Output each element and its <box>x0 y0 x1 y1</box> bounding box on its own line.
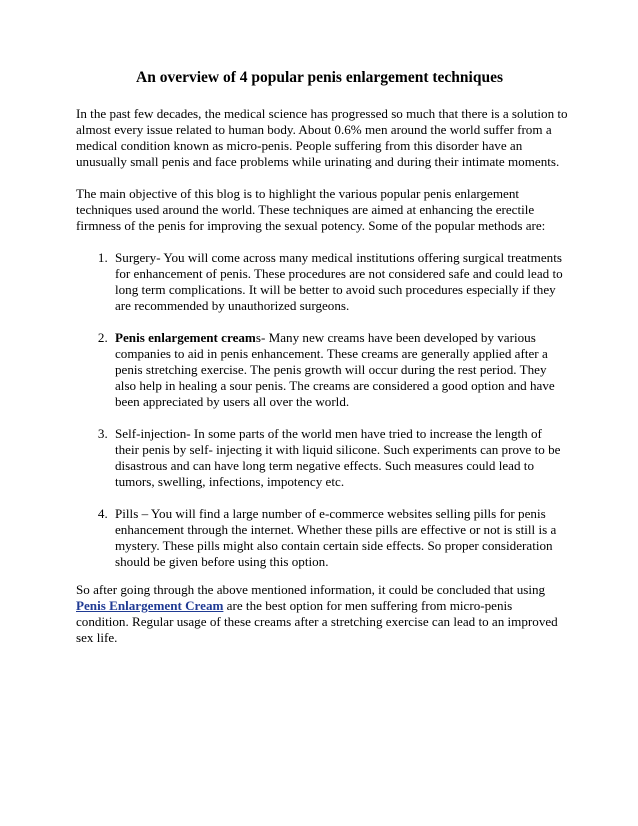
conclusion-paragraph <box>76 582 568 646</box>
conclusion-text-before-link: So after going through the above mentioned information, it could be concluded that using <box>76 582 546 597</box>
method-lead-bold: Penis enlargement cream <box>115 330 256 345</box>
document-title: An overview of 4 popular penis enlargement techniques <box>136 69 503 86</box>
method-text: Surgery- You will come across many medical institutions offering surgical treatments for enhancement of penis. These procedures are not considered safe and could lead to long term complications. It will be better to avoid such procedures especially if they are recommended by unauthorized surgeons. <box>115 250 563 313</box>
penis-enlargement-cream-link[interactable]: Penis Enlargement Cream <box>76 598 224 613</box>
conclusion-text-after-link: are the best option for men suffering from micro-penis condition. Regular usage of these creams after a stretching exercise can lead to an improved sex life. <box>76 598 558 645</box>
methods-list <box>76 250 568 570</box>
method-item-self-injection <box>111 426 568 490</box>
method-item-pills <box>111 506 568 570</box>
method-item-cream <box>111 330 568 410</box>
method-text: s- Many new creams have been developed by various companies to aid in penis enhancement. These creams are generally applied after a penis stretching exercise. The penis growth will occur during the rest period. They also help in healing a sour penis. The creams are considered a good option and have been appreciated by users all over the world. <box>115 330 555 409</box>
method-text: Pills – You will find a large number of e-commerce websites selling pills for penis enhancement through the internet. Whether these pills are effective or not is still is a mystery. These pills might also contain certain side effects. So proper consideration should be given before using this option. <box>115 506 557 569</box>
method-text: Self-injection- In some parts of the world men have tried to increase the length of their penis by self- injecting it with liquid silicone. Such experiments can prove to be disastrous and can have long term negative effects. Such measures could lead to tumors, swelling, infections, impotency etc. <box>115 426 561 489</box>
intro-paragraph: In the past few decades, the medical science has progressed so much that there is a solution to almost every issue related to human body. About 0.6% men around the world suffer from a medical condition known as micro-penis. People suffering from this disorder have an unusually small penis and face problems while urinating and during their intimate moments. <box>76 106 568 169</box>
method-item-surgery <box>111 250 568 314</box>
objective-paragraph: The main objective of this blog is to highlight the various popular penis enlargement techniques used around the world. These techniques are aimed at enhancing the erectile firmness of the penis for improving the sexual potency. Some of the popular methods are: <box>76 186 546 233</box>
